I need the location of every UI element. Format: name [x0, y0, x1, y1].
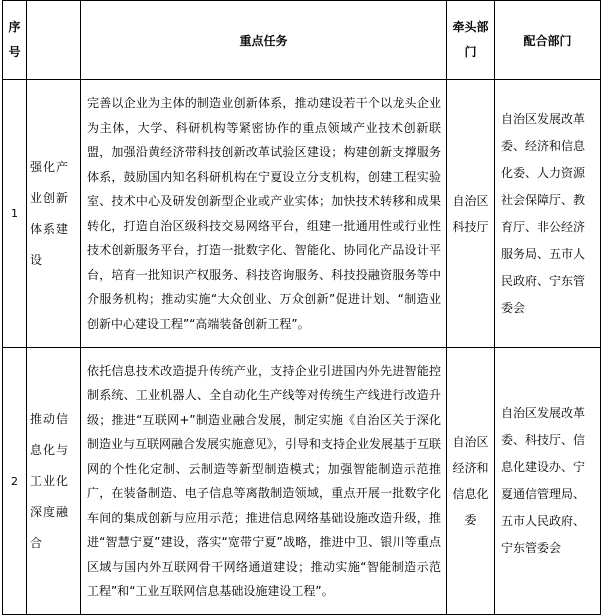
row-serial-number: 2	[3, 348, 27, 615]
header-key-area	[27, 1, 81, 80]
row-lead-department: 自治区经济和信息化委	[447, 348, 495, 615]
table-row	[3, 80, 601, 348]
header-lead-department: 牵头部门	[447, 1, 495, 80]
table-header-row	[3, 1, 601, 80]
row-cooperating-departments: 自治区发展改革委、科技厅、信息化建设办、宁夏通信管理局、五市人民政府、宁东管委会	[495, 348, 601, 615]
row-key-area: 推动信息化与工业化深度融合	[27, 348, 81, 615]
row-key-area: 强化产业创新体系建设	[27, 80, 81, 348]
row-task-description: 依托信息技术改造提升传统产业，支持企业引进国内外先进智能控制系统、工业机器人、全自动化生产线等对传统生产线进行改造升级；推进“互联网+”制造业融合发展，制定实施《自治区关于深化制造业与互联网融合发展实施意见》，引导和支持企业发展基于互联网的个性化定制、云制造等新型制造模式；加强智能制造示范推广，在装备制造、电子信息等离散制造领域，重点开展一批数字化车间的集成创新与应用示范；推进信息网络基础设施改造升级，推进“智慧宁夏”建设，落实“宽带宁夏”战略，推进中卫、银川等重点区域与国内外互联网骨干网络通道建设；推动实施“智能制造示范工程”和“工业互联网信息基础设施建设工程”。	[81, 348, 447, 615]
header-cooperating-departments: 配合部门	[495, 1, 601, 80]
header-serial-number: 序号	[3, 1, 27, 80]
row-task-description: 完善以企业为主体的制造业创新体系，推动建设若干个以龙头企业为主体，大学、科研机构等紧密协作的重点领域产业技术创新联盟，加强沿黄经济带科技创新改革试验区建设；构建创新支撑服务体系，鼓励国内知名科研机构在宁夏设立分支机构，创建工程实验室、技术中心及研发创新型企业或产业实体；加快技术转移和成果转化，打造自治区级科技交易网络平台，组建一批通用性或行业性技术创新服务平台，打造一批数字化、智能化、协同化产品设计平台，培育一批知识产权服务、科技咨询服务、科技投融资服务等中介服务机构；推动实施“大众创业、万众创新”促进计划、“制造业创新中心建设工程”“高端装备创新工程”。	[81, 80, 447, 348]
row-lead-department: 自治区科技厅	[447, 80, 495, 348]
table-row	[3, 348, 601, 615]
row-cooperating-departments: 自治区发展改革委、经济和信息化委、人力资源社会保障厅、教育厅、非公经济服务局、五市人民政府、宁东管委会	[495, 80, 601, 348]
row-serial-number: 1	[3, 80, 27, 348]
policy-table	[2, 0, 601, 615]
header-key-task: 重点任务	[81, 1, 447, 80]
